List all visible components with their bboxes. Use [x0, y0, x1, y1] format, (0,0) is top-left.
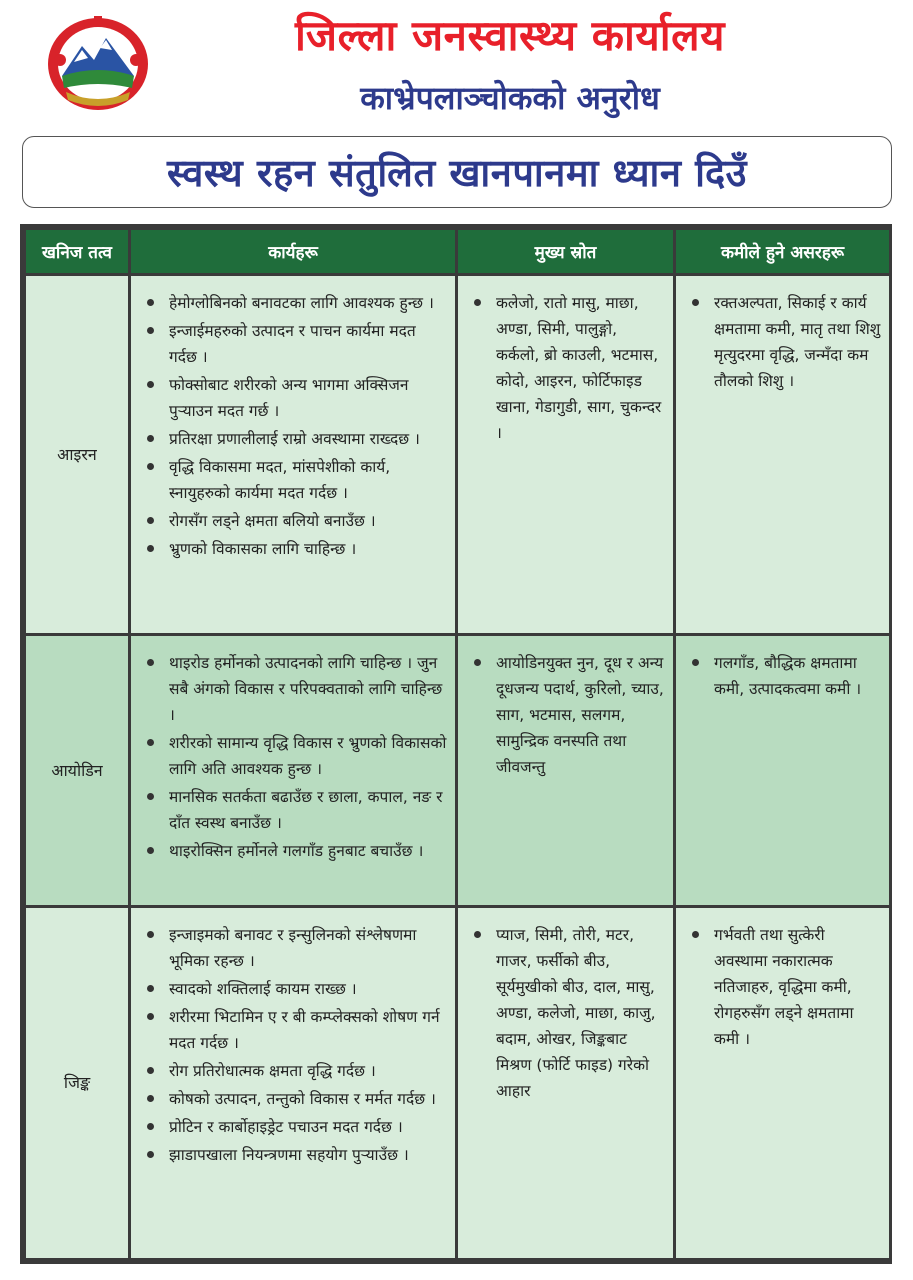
list-item: प्रोटिन र कार्बोहाइड्रेट पचाउन मदत गर्दछ । [145, 1114, 447, 1140]
header-functions: कार्यहरू [130, 229, 457, 275]
slogan-text: स्वस्थ रहन संतुलित खानपानमा ध्यान दिउँ [167, 151, 747, 195]
list-item: कोषको उत्पादन, तन्तुको विकास र मर्मत गर्दछ । [145, 1086, 447, 1112]
nepal-emblem-icon [44, 14, 152, 114]
header-mineral: खनिज तत्व [25, 229, 130, 275]
effects-cell [675, 635, 891, 907]
list-item: प्याज, सिमी, तोरी, मटर, गाजर, फर्सीको बीउ, सूर्यमुखीको बीउ, दाल, मासु, अण्डा, कलेजो, माछा, काजु, बदाम, ओखर, जिङ्कबाट मिश्रण (फोर्टि फाइड) गरेको आहार [472, 922, 665, 1104]
list-item: थाइरोड हर्मोनको उत्पादनको लागि चाहिन्छ । जुन सबै अंगको विकास र परिपक्वताको लागि चाहिन्छ । [145, 650, 447, 728]
table-row-iron [25, 275, 891, 635]
list-item: प्रतिरक्षा प्रणालीलाई राम्रो अवस्थामा राख्दछ । [145, 426, 447, 452]
list-item: थाइरोक्सिन हर्मोनले गलगाँड हुनबाट बचाउँछ । [145, 838, 447, 864]
effects-cell [675, 275, 891, 635]
list-item: मानसिक सतर्कता बढाउँछ र छाला, कपाल, नङ र दाँत स्वस्थ बनाउँछ । [145, 784, 447, 836]
list-item: शरीरमा भिटामिन ए र बी कम्प्लेक्सको शोषण गर्न मदत गर्दछ । [145, 1004, 447, 1056]
request-line: काभ्रेपलाञ्चोकको अनुरोध [360, 79, 660, 117]
header-effects: कमीले हुने असरहरू [675, 229, 891, 275]
table-header-row [25, 229, 891, 275]
list-item: रक्तअल्पता, सिकाई र कार्य क्षमतामा कमी, मातृ तथा शिशु मृत्युदरमा वृद्धि, जन्मँदा कम तौलको शिशु । [690, 290, 881, 394]
mineral-name: जिङ्क [25, 907, 130, 1260]
list-item: वृद्धि विकासमा मदत, मांसपेशीको कार्य, स्नायुहरुको कार्यमा मदत गर्दछ । [145, 454, 447, 506]
list-item: रोगसँग लड्ने क्षमता बलियो बनाउँछ । [145, 508, 447, 534]
functions-cell [130, 907, 457, 1260]
functions-cell [130, 635, 457, 907]
slogan-banner [22, 136, 892, 208]
sources-cell [457, 907, 675, 1260]
list-item: आयोडिनयुक्त नुन, दूध र अन्य दूधजन्य पदार्थ, कुरिलो, च्याउ, साग, भटमास, सलगम, सामुन्द्रिक वनस्पति तथा जीवजन्तु [472, 650, 665, 780]
list-item: गलगाँड, बौद्धिक क्षमतामा कमी, उत्पादकत्वमा कमी । [690, 650, 881, 702]
table-row-zinc [25, 907, 891, 1260]
mineral-name: आयोडिन [25, 635, 130, 907]
list-item: भ्रुणको विकासका लागि चाहिन्छ । [145, 536, 447, 562]
mineral-name: आइरन [25, 275, 130, 635]
header-sources: मुख्य स्रोत [457, 229, 675, 275]
list-item: शरीरको सामान्य वृद्धि विकास र भ्रुणको विकासको लागि अति आवश्यक हुन्छ । [145, 730, 447, 782]
list-item: इन्जाइमको बनावट र इन्सुलिनको संश्लेषणमा भूमिका रहन्छ । [145, 922, 447, 974]
functions-cell [130, 275, 457, 635]
effects-cell [675, 907, 891, 1260]
list-item: हेमोग्लोबिनको बनावटका लागि आवश्यक हुन्छ । [145, 290, 447, 316]
list-item: रोग प्रतिरोधात्मक क्षमता वृद्धि गर्दछ । [145, 1058, 447, 1084]
office-title: जिल्ला जनस्वास्थ्य कार्यालय [295, 11, 725, 60]
list-item: गर्भवती तथा सुत्केरी अवस्थामा नकारात्मक नतिजाहरु, वृद्धिमा कमी, रोगहरुसँग लड्ने क्षमतामा कमी । [690, 922, 881, 1052]
list-item: झाडापखाला नियन्त्रणमा सहयोग पुऱ्याउँछ । [145, 1142, 447, 1168]
sources-cell [457, 275, 675, 635]
list-item: फोक्सोबाट शरीरको अन्य भागमा अक्सिजन पुऱ्याउन मदत गर्छ । [145, 372, 447, 424]
table-row-iodine [25, 635, 891, 907]
list-item: स्वादको शक्तिलाई कायम राख्छ । [145, 976, 447, 1002]
list-item: कलेजो, रातो मासु, माछा, अण्डा, सिमी, पालुङ्गो, कर्कलो, ब्रो काउली, भटमास, कोदो, आइरन, फोर्टिफाइड खाना, गेडागुडी, साग, चुकन्दर । [472, 290, 665, 446]
list-item: इन्जाईमहरुको उत्पादन र पाचन कार्यमा मदत गर्दछ । [145, 318, 447, 370]
sources-cell [457, 635, 675, 907]
minerals-table [20, 224, 892, 1264]
